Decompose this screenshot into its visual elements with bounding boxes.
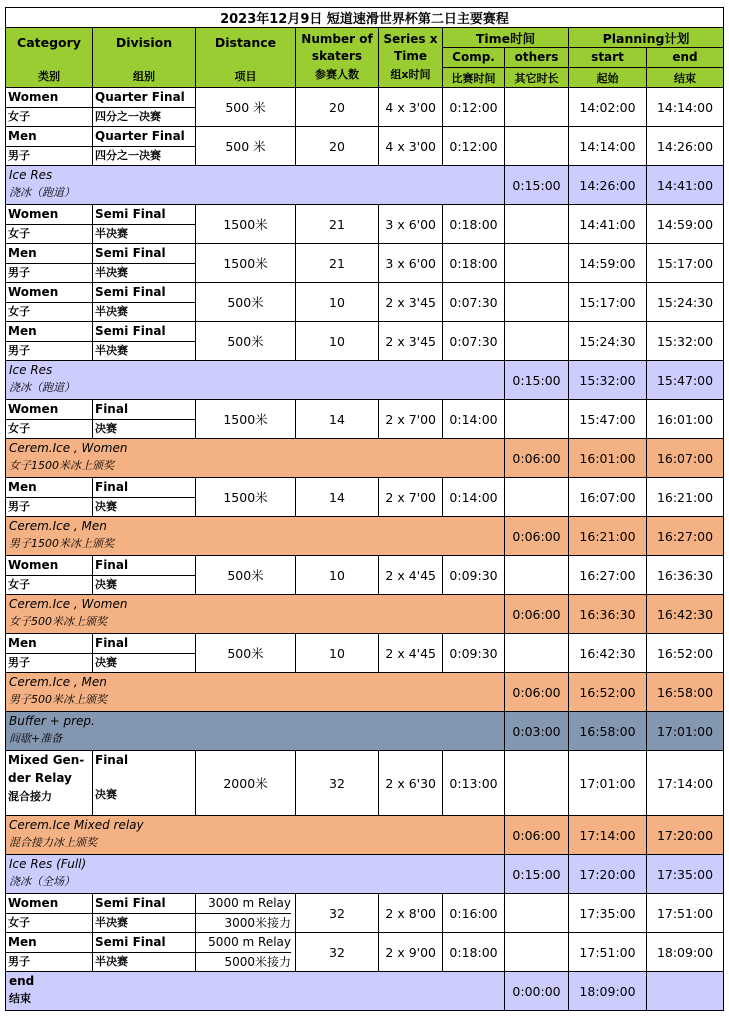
distance-zh: 3000米接力 (224, 916, 291, 930)
category-cell (6, 933, 93, 972)
division-cell (93, 400, 196, 439)
schedule-table (5, 7, 724, 1011)
category-zh: 女子 (8, 422, 30, 435)
distance-cell: 1500米 (196, 205, 296, 244)
end-time-cell: 15:24:30 (647, 283, 724, 322)
schedule-row (6, 400, 724, 439)
division-zh: 半决赛 (95, 955, 128, 968)
header-category-zh: 类别 (38, 69, 60, 83)
header-start: start (569, 48, 647, 68)
page-title: 2023年12月9日 短道速滑世界杯第二日主要赛程 (6, 8, 724, 28)
category-zh: 男子 (8, 149, 30, 162)
band-label-cell (6, 855, 505, 894)
schedule-row (6, 283, 724, 322)
start-time-cell: 15:47:00 (569, 400, 647, 439)
division-en: Final (93, 634, 195, 654)
end-time-cell: 16:58:00 (647, 673, 724, 712)
others-time-cell (505, 478, 569, 517)
schedule-row (6, 751, 724, 816)
band-label-cell (6, 673, 505, 712)
skaters-cell: 10 (296, 634, 379, 673)
end-time-cell: 17:51:00 (647, 894, 724, 933)
category-zh: 女子 (8, 578, 30, 591)
end-time-cell: 16:52:00 (647, 634, 724, 673)
division-en: Semi Final (93, 933, 195, 953)
distance-cell (196, 933, 296, 972)
series-cell: 4 x 3'00 (379, 88, 443, 127)
division-cell (93, 634, 196, 673)
end-time-cell: 15:17:00 (647, 244, 724, 283)
others-time-cell (505, 751, 569, 816)
schedule-row (6, 972, 724, 1011)
band-label-cell (6, 517, 505, 556)
end-time-cell: 16:07:00 (647, 439, 724, 478)
category-cell (6, 634, 93, 673)
comp-time-cell: 0:14:00 (443, 478, 505, 517)
division-en: Final (93, 556, 195, 576)
skaters-cell: 32 (296, 933, 379, 972)
division-cell (93, 751, 196, 816)
start-time-cell: 17:35:00 (569, 894, 647, 933)
others-time-cell (505, 88, 569, 127)
header-planning: Planning计划 (569, 28, 724, 48)
band-label-en: Cerem.Ice , Women (9, 597, 128, 611)
header-series-en1: Series x (383, 31, 438, 46)
start-time-cell: 15:17:00 (569, 283, 647, 322)
distance-cell: 500 米 (196, 127, 296, 166)
category-en: Men (6, 634, 92, 654)
start-time-cell: 15:24:30 (569, 322, 647, 361)
skaters-cell: 10 (296, 556, 379, 595)
end-time-cell: 17:20:00 (647, 816, 724, 855)
schedule-row (6, 127, 724, 166)
schedule-sheet (5, 7, 723, 1011)
end-time-cell: 18:09:00 (647, 933, 724, 972)
others-time-cell (505, 894, 569, 933)
distance-cell: 1500米 (196, 244, 296, 283)
comp-time-cell: 0:18:00 (443, 933, 505, 972)
end-time-cell: 17:01:00 (647, 712, 724, 751)
band-label-zh: 女子500米冰上颁奖 (9, 615, 107, 628)
header-end: end (647, 48, 724, 68)
skaters-cell: 32 (296, 751, 379, 816)
band-label-en: Buffer + prep. (9, 714, 95, 728)
band-label-en: Cerem.Ice , Men (9, 519, 107, 533)
band-label-en: Cerem.Ice Mixed relay (9, 818, 144, 832)
band-label-cell (6, 361, 505, 400)
header-division (93, 28, 196, 88)
others-time-cell: 0:15:00 (505, 855, 569, 894)
schedule-row (6, 166, 724, 205)
category-cell (6, 478, 93, 517)
band-label-zh: 混合接力冰上颁奖 (9, 836, 97, 849)
category-en-2: der Relay (8, 771, 72, 785)
skaters-cell: 10 (296, 283, 379, 322)
category-cell (6, 88, 93, 127)
distance-cell: 500米 (196, 322, 296, 361)
comp-time-cell: 0:09:30 (443, 634, 505, 673)
category-cell (6, 894, 93, 933)
schedule-row (6, 439, 724, 478)
category-zh: 女子 (8, 110, 30, 123)
series-cell: 2 x 3'45 (379, 322, 443, 361)
start-time-cell: 14:41:00 (569, 205, 647, 244)
category-en: Women (6, 88, 92, 108)
schedule-row (6, 894, 724, 933)
end-time-cell: 16:21:00 (647, 478, 724, 517)
header-end-zh: 结束 (647, 68, 724, 88)
end-time-cell: 14:41:00 (647, 166, 724, 205)
band-label-en: Ice Res (9, 168, 53, 182)
start-time-cell: 17:20:00 (569, 855, 647, 894)
category-cell (6, 556, 93, 595)
comp-time-cell: 0:07:30 (443, 322, 505, 361)
category-cell (6, 751, 93, 816)
distance-cell: 500米 (196, 634, 296, 673)
skaters-cell: 14 (296, 400, 379, 439)
band-label-en: end (9, 974, 35, 988)
others-time-cell: 0:00:00 (505, 972, 569, 1011)
others-time-cell: 0:06:00 (505, 673, 569, 712)
start-time-cell: 17:14:00 (569, 816, 647, 855)
category-en: Women (6, 556, 92, 576)
category-en: Women (6, 283, 92, 303)
distance-zh: 5000米接力 (224, 955, 291, 969)
header-skaters-en1: Number of (301, 31, 373, 46)
category-zh: 男子 (8, 500, 30, 513)
category-zh: 女子 (8, 227, 30, 240)
schedule-row (6, 855, 724, 894)
comp-time-cell: 0:13:00 (443, 751, 505, 816)
schedule-row (6, 478, 724, 517)
start-time-cell: 14:26:00 (569, 166, 647, 205)
series-cell: 2 x 3'45 (379, 283, 443, 322)
header-distance-en: Distance (214, 34, 277, 50)
division-zh: 半决赛 (95, 227, 128, 240)
start-time-cell: 16:58:00 (569, 712, 647, 751)
band-label-en: Ice Res (9, 363, 53, 377)
start-time-cell: 15:32:00 (569, 361, 647, 400)
header-division-zh: 组别 (133, 69, 155, 83)
category-cell (6, 400, 93, 439)
others-time-cell (505, 322, 569, 361)
comp-time-cell: 0:09:30 (443, 556, 505, 595)
header-series-en2: Time (394, 48, 427, 63)
category-cell (6, 244, 93, 283)
comp-time-cell: 0:18:00 (443, 205, 505, 244)
division-zh: 四分之一决赛 (95, 149, 161, 162)
division-en: Final (93, 400, 195, 420)
division-cell (93, 205, 196, 244)
division-en: Quarter Final (93, 88, 195, 108)
end-time-cell: 14:59:00 (647, 205, 724, 244)
start-time-cell: 16:52:00 (569, 673, 647, 712)
comp-time-cell: 0:12:00 (443, 127, 505, 166)
schedule-row (6, 634, 724, 673)
start-time-cell: 16:42:30 (569, 634, 647, 673)
others-time-cell (505, 205, 569, 244)
end-time-cell: 17:35:00 (647, 855, 724, 894)
schedule-row (6, 673, 724, 712)
band-label-cell (6, 816, 505, 855)
division-zh: 半决赛 (95, 344, 128, 357)
division-en: Semi Final (93, 894, 195, 914)
end-time-cell: 15:32:00 (647, 322, 724, 361)
others-time-cell: 0:03:00 (505, 712, 569, 751)
category-en: Mixed Gen- (8, 753, 85, 767)
series-cell: 3 x 6'00 (379, 205, 443, 244)
end-time-cell: 16:36:30 (647, 556, 724, 595)
skaters-cell: 20 (296, 127, 379, 166)
others-time-cell (505, 127, 569, 166)
division-en: Semi Final (93, 283, 195, 303)
header-skaters-zh: 参赛人数 (315, 67, 359, 81)
end-time-cell: 14:14:00 (647, 88, 724, 127)
start-time-cell: 16:01:00 (569, 439, 647, 478)
schedule-row (6, 595, 724, 634)
category-zh: 男子 (8, 266, 30, 279)
start-time-cell: 17:01:00 (569, 751, 647, 816)
start-time-cell: 14:02:00 (569, 88, 647, 127)
series-cell: 2 x 7'00 (379, 400, 443, 439)
comp-time-cell: 0:18:00 (443, 244, 505, 283)
category-zh: 男子 (8, 656, 30, 669)
band-label-zh: 浇冰（跑道） (9, 186, 75, 199)
schedule-row (6, 556, 724, 595)
division-en: Quarter Final (93, 127, 195, 147)
division-en: Final (95, 753, 129, 767)
division-zh: 半决赛 (95, 916, 128, 929)
end-time-cell: 14:26:00 (647, 127, 724, 166)
schedule-row (6, 933, 724, 972)
distance-cell (196, 894, 296, 933)
distance-cell: 500米 (196, 556, 296, 595)
band-label-en: Ice Res (Full) (9, 857, 87, 871)
others-time-cell (505, 400, 569, 439)
category-zh: 男子 (8, 344, 30, 357)
band-label-zh: 浇冰（全场） (9, 875, 75, 888)
distance-cell: 500米 (196, 283, 296, 322)
header-comp: Comp. (443, 48, 505, 68)
start-time-cell: 16:07:00 (569, 478, 647, 517)
header-division-en: Division (115, 34, 173, 50)
comp-time-cell: 0:07:30 (443, 283, 505, 322)
band-label-zh: 间歇+准备 (9, 732, 63, 745)
header-comp-zh: 比赛时间 (443, 68, 505, 88)
series-cell: 2 x 9'00 (379, 933, 443, 972)
schedule-row (6, 244, 724, 283)
category-zh: 女子 (8, 916, 30, 929)
others-time-cell (505, 634, 569, 673)
start-time-cell: 16:21:00 (569, 517, 647, 556)
skaters-cell: 21 (296, 205, 379, 244)
band-label-cell (6, 972, 505, 1011)
others-time-cell (505, 556, 569, 595)
category-en: Men (6, 127, 92, 147)
band-label-cell (6, 439, 505, 478)
schedule-row (6, 517, 724, 556)
division-zh: 半决赛 (95, 305, 128, 318)
series-cell: 2 x 4'45 (379, 556, 443, 595)
band-label-zh: 结束 (9, 992, 31, 1005)
division-cell (93, 283, 196, 322)
header-skaters-en2: skaters (311, 48, 363, 63)
header-series (379, 28, 443, 88)
distance-cell: 1500米 (196, 400, 296, 439)
skaters-cell: 20 (296, 88, 379, 127)
division-cell (93, 88, 196, 127)
band-label-zh: 男子1500米冰上颁奖 (9, 537, 114, 550)
schedule-row (6, 205, 724, 244)
division-zh: 决赛 (95, 788, 117, 801)
band-label-zh: 浇冰（跑道） (9, 381, 75, 394)
header-time: Time时间 (443, 28, 569, 48)
others-time-cell (505, 244, 569, 283)
division-zh: 决赛 (95, 500, 117, 513)
category-en: Men (6, 322, 92, 342)
series-cell: 3 x 6'00 (379, 244, 443, 283)
division-cell (93, 322, 196, 361)
schedule-row (6, 712, 724, 751)
band-label-cell (6, 166, 505, 205)
series-cell: 2 x 6'30 (379, 751, 443, 816)
others-time-cell (505, 933, 569, 972)
band-label-en: Cerem.Ice , Women (9, 441, 128, 455)
start-time-cell: 18:09:00 (569, 972, 647, 1011)
distance-en: 3000 m Relay (196, 894, 291, 914)
category-en: Men (6, 933, 92, 953)
schedule-body (6, 88, 724, 1011)
skaters-cell: 14 (296, 478, 379, 517)
band-label-zh: 女子1500米冰上颁奖 (9, 459, 114, 472)
category-en: Women (6, 400, 92, 420)
category-en: Women (6, 894, 92, 914)
header-start-zh: 起始 (569, 68, 647, 88)
division-zh: 半决赛 (95, 266, 128, 279)
distance-en: 5000 m Relay (196, 933, 291, 953)
division-cell (93, 556, 196, 595)
skaters-cell: 21 (296, 244, 379, 283)
band-label-en: Cerem.Ice , Men (9, 675, 107, 689)
end-time-cell (647, 972, 724, 1011)
end-time-cell: 16:01:00 (647, 400, 724, 439)
start-time-cell: 16:36:30 (569, 595, 647, 634)
header-others: others (505, 48, 569, 68)
header-category (6, 28, 93, 88)
start-time-cell: 14:59:00 (569, 244, 647, 283)
others-time-cell: 0:15:00 (505, 361, 569, 400)
distance-cell: 2000米 (196, 751, 296, 816)
division-en: Semi Final (93, 322, 195, 342)
category-zh: 男子 (8, 955, 30, 968)
header-category-en: Category (17, 34, 81, 50)
skaters-cell: 10 (296, 322, 379, 361)
category-cell (6, 322, 93, 361)
end-time-cell: 15:47:00 (647, 361, 724, 400)
category-en: Men (6, 478, 92, 498)
header-skaters (296, 28, 379, 88)
division-en: Semi Final (93, 244, 195, 264)
series-cell: 2 x 8'00 (379, 894, 443, 933)
schedule-row (6, 816, 724, 855)
comp-time-cell: 0:14:00 (443, 400, 505, 439)
series-cell: 2 x 7'00 (379, 478, 443, 517)
start-time-cell: 16:27:00 (569, 556, 647, 595)
header-series-zh: 组x时间 (390, 67, 431, 81)
division-en: Semi Final (93, 205, 195, 225)
comp-time-cell: 0:16:00 (443, 894, 505, 933)
division-cell (93, 478, 196, 517)
schedule-row (6, 88, 724, 127)
start-time-cell: 14:14:00 (569, 127, 647, 166)
division-zh: 四分之一决赛 (95, 110, 161, 123)
others-time-cell: 0:06:00 (505, 595, 569, 634)
band-label-cell (6, 712, 505, 751)
others-time-cell: 0:15:00 (505, 166, 569, 205)
category-en: Men (6, 244, 92, 264)
band-label-zh: 男子500米冰上颁奖 (9, 693, 107, 706)
schedule-row (6, 361, 724, 400)
distance-cell: 1500米 (196, 478, 296, 517)
division-zh: 决赛 (95, 422, 117, 435)
band-label-cell (6, 595, 505, 634)
division-en: Final (93, 478, 195, 498)
division-cell (93, 933, 196, 972)
category-zh: 混合接力 (8, 790, 52, 803)
division-cell (93, 244, 196, 283)
start-time-cell: 17:51:00 (569, 933, 647, 972)
header-others-zh: 其它时长 (505, 68, 569, 88)
end-time-cell: 16:27:00 (647, 517, 724, 556)
division-zh: 决赛 (95, 656, 117, 669)
schedule-row (6, 322, 724, 361)
others-time-cell: 0:06:00 (505, 439, 569, 478)
category-cell (6, 127, 93, 166)
division-zh: 决赛 (95, 578, 117, 591)
category-cell (6, 283, 93, 322)
division-cell (93, 127, 196, 166)
distance-cell: 500 米 (196, 88, 296, 127)
category-cell (6, 205, 93, 244)
category-zh: 女子 (8, 305, 30, 318)
division-cell (93, 894, 196, 933)
header-distance (196, 28, 296, 88)
end-time-cell: 17:14:00 (647, 751, 724, 816)
others-time-cell: 0:06:00 (505, 816, 569, 855)
skaters-cell: 32 (296, 894, 379, 933)
others-time-cell: 0:06:00 (505, 517, 569, 556)
series-cell: 2 x 4'45 (379, 634, 443, 673)
others-time-cell (505, 283, 569, 322)
end-time-cell: 16:42:30 (647, 595, 724, 634)
category-en: Women (6, 205, 92, 225)
series-cell: 4 x 3'00 (379, 127, 443, 166)
comp-time-cell: 0:12:00 (443, 88, 505, 127)
header-distance-zh: 项目 (234, 69, 257, 83)
